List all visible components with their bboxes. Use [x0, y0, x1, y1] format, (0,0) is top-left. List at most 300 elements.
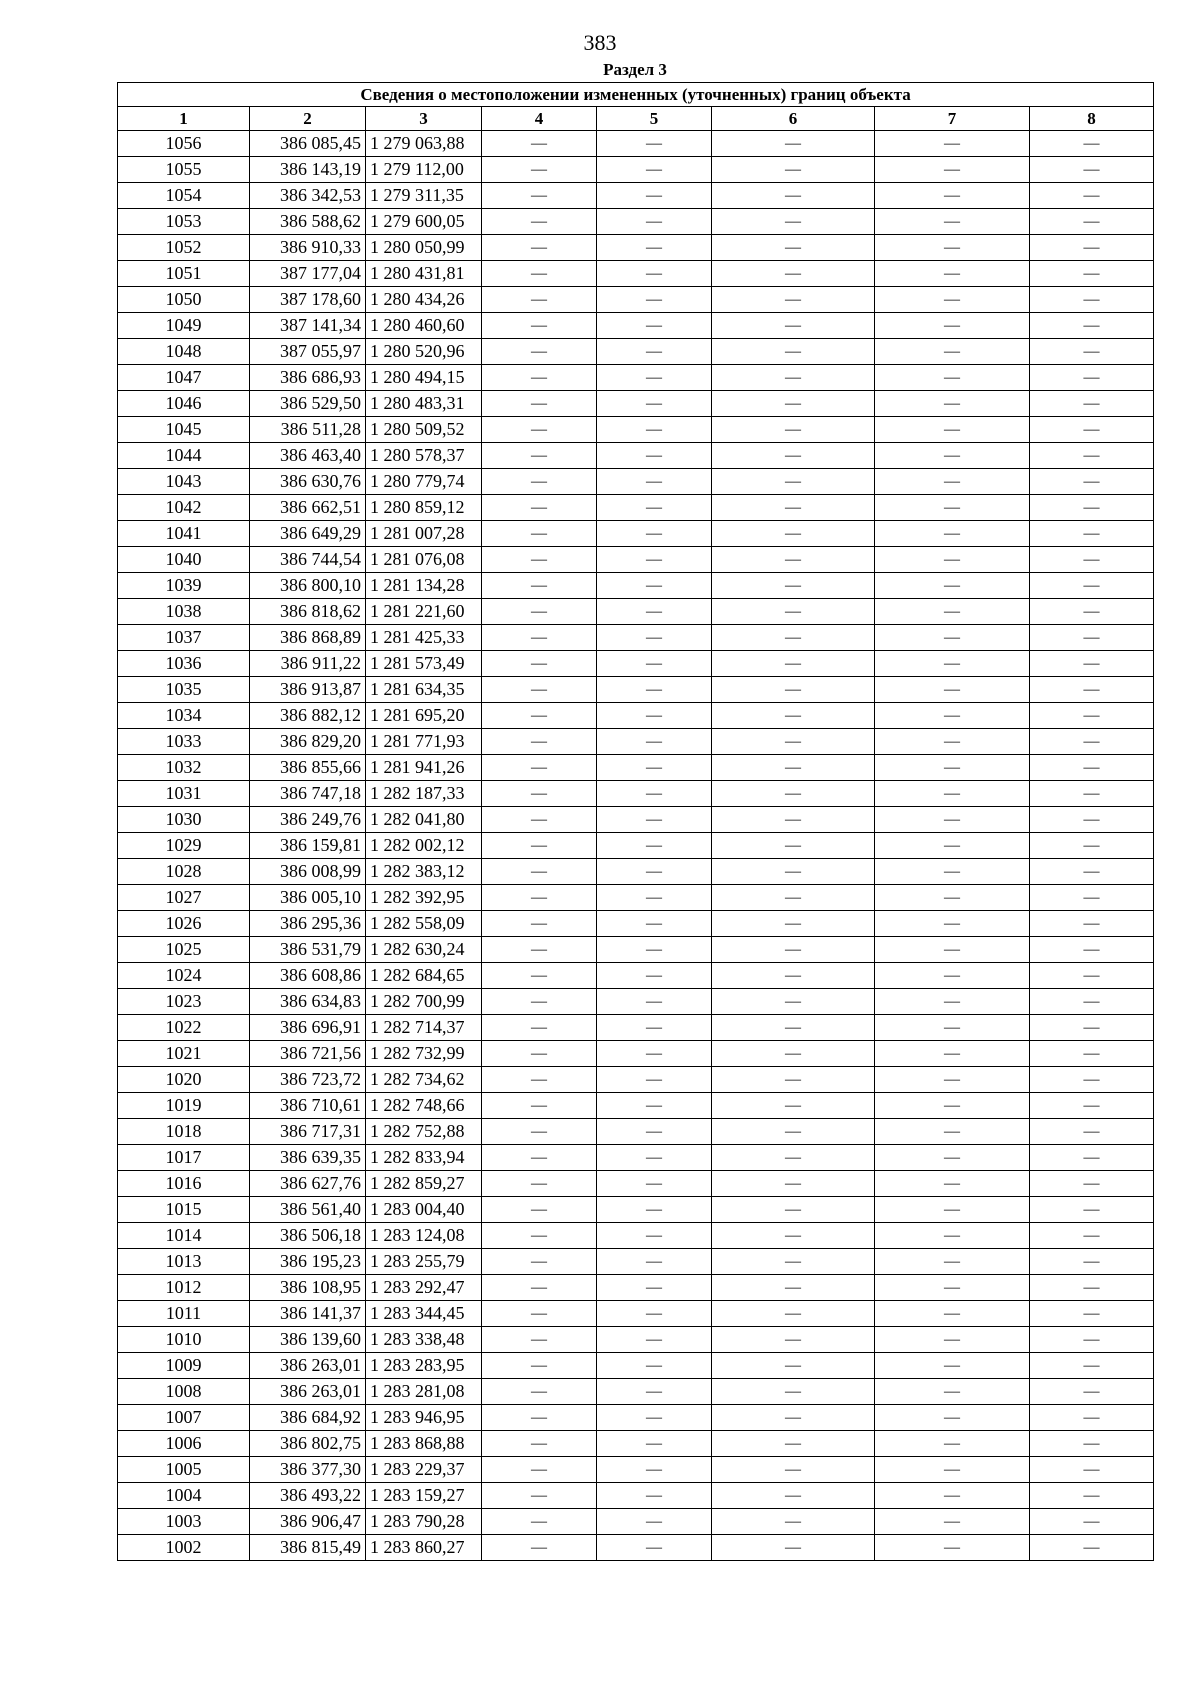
point-number-cell: 1047 [118, 365, 250, 391]
empty-value-cell: — [1030, 521, 1154, 547]
empty-value-cell: — [875, 703, 1030, 729]
empty-value-cell: — [597, 937, 712, 963]
column-header-8: 8 [1030, 107, 1154, 131]
empty-value-cell: — [597, 755, 712, 781]
y-coordinate-cell: 1 282 383,12 [366, 859, 482, 885]
empty-value-cell: — [597, 963, 712, 989]
column-header-7: 7 [875, 107, 1030, 131]
x-coordinate-cell: 386 913,87 [250, 677, 366, 703]
table-row [118, 1457, 1154, 1483]
point-number-cell: 1018 [118, 1119, 250, 1145]
empty-value-cell: — [875, 131, 1030, 157]
empty-value-cell: — [597, 625, 712, 651]
empty-value-cell: — [712, 469, 875, 495]
empty-value-cell: — [875, 235, 1030, 261]
empty-value-cell: — [482, 521, 597, 547]
empty-value-cell: — [712, 989, 875, 1015]
empty-value-cell: — [1030, 651, 1154, 677]
table-row [118, 625, 1154, 651]
table-row [118, 1067, 1154, 1093]
empty-value-cell: — [712, 1197, 875, 1223]
empty-value-cell: — [712, 599, 875, 625]
x-coordinate-cell: 386 143,19 [250, 157, 366, 183]
x-coordinate-cell: 386 684,92 [250, 1405, 366, 1431]
y-coordinate-cell: 1 281 221,60 [366, 599, 482, 625]
empty-value-cell: — [1030, 469, 1154, 495]
empty-value-cell: — [712, 885, 875, 911]
empty-value-cell: — [482, 365, 597, 391]
empty-value-cell: — [597, 469, 712, 495]
point-number-cell: 1039 [118, 573, 250, 599]
y-coordinate-cell: 1 281 695,20 [366, 703, 482, 729]
empty-value-cell: — [482, 313, 597, 339]
empty-value-cell: — [712, 261, 875, 287]
empty-value-cell: — [482, 729, 597, 755]
empty-value-cell: — [1030, 885, 1154, 911]
empty-value-cell: — [712, 209, 875, 235]
empty-value-cell: — [1030, 1067, 1154, 1093]
empty-value-cell: — [712, 1483, 875, 1509]
point-number-cell: 1008 [118, 1379, 250, 1405]
point-number-cell: 1032 [118, 755, 250, 781]
y-coordinate-cell: 1 283 344,45 [366, 1301, 482, 1327]
empty-value-cell: — [482, 651, 597, 677]
x-coordinate-cell: 386 249,76 [250, 807, 366, 833]
empty-value-cell: — [482, 625, 597, 651]
y-coordinate-cell: 1 282 187,33 [366, 781, 482, 807]
table-row [118, 1249, 1154, 1275]
empty-value-cell: — [875, 1249, 1030, 1275]
empty-value-cell: — [875, 1327, 1030, 1353]
empty-value-cell: — [712, 521, 875, 547]
table-row [118, 963, 1154, 989]
y-coordinate-cell: 1 281 573,49 [366, 651, 482, 677]
x-coordinate-cell: 386 588,62 [250, 209, 366, 235]
point-number-cell: 1012 [118, 1275, 250, 1301]
table-row [118, 1015, 1154, 1041]
table-row [118, 1483, 1154, 1509]
empty-value-cell: — [482, 1301, 597, 1327]
x-coordinate-cell: 386 868,89 [250, 625, 366, 651]
table-row [118, 703, 1154, 729]
point-number-cell: 1037 [118, 625, 250, 651]
empty-value-cell: — [712, 625, 875, 651]
empty-value-cell: — [875, 287, 1030, 313]
empty-value-cell: — [482, 833, 597, 859]
x-coordinate-cell: 386 141,37 [250, 1301, 366, 1327]
empty-value-cell: — [1030, 1119, 1154, 1145]
empty-value-cell: — [597, 1197, 712, 1223]
empty-value-cell: — [1030, 1431, 1154, 1457]
column-header-4: 4 [482, 107, 597, 131]
empty-value-cell: — [597, 599, 712, 625]
table-row [118, 1327, 1154, 1353]
point-number-cell: 1041 [118, 521, 250, 547]
y-coordinate-cell: 1 283 004,40 [366, 1197, 482, 1223]
empty-value-cell: — [712, 1119, 875, 1145]
empty-value-cell: — [1030, 209, 1154, 235]
table-row [118, 261, 1154, 287]
x-coordinate-cell: 386 911,22 [250, 651, 366, 677]
empty-value-cell: — [1030, 1041, 1154, 1067]
empty-value-cell: — [712, 1509, 875, 1535]
empty-value-cell: — [482, 1015, 597, 1041]
empty-value-cell: — [875, 1535, 1030, 1561]
empty-value-cell: — [597, 1431, 712, 1457]
table-row [118, 365, 1154, 391]
point-number-cell: 1030 [118, 807, 250, 833]
empty-value-cell: — [482, 859, 597, 885]
empty-value-cell: — [482, 1197, 597, 1223]
empty-value-cell: — [1030, 677, 1154, 703]
empty-value-cell: — [1030, 261, 1154, 287]
point-number-cell: 1020 [118, 1067, 250, 1093]
point-number-cell: 1010 [118, 1327, 250, 1353]
x-coordinate-cell: 386 377,30 [250, 1457, 366, 1483]
empty-value-cell: — [597, 1483, 712, 1509]
page-number: 383 [583, 30, 617, 55]
point-number-cell: 1048 [118, 339, 250, 365]
empty-value-cell: — [1030, 911, 1154, 937]
empty-value-cell: — [1030, 1223, 1154, 1249]
empty-value-cell: — [482, 547, 597, 573]
empty-value-cell: — [875, 1405, 1030, 1431]
x-coordinate-cell: 386 723,72 [250, 1067, 366, 1093]
point-number-cell: 1007 [118, 1405, 250, 1431]
table-row [118, 1431, 1154, 1457]
empty-value-cell: — [597, 1327, 712, 1353]
x-coordinate-cell: 386 662,51 [250, 495, 366, 521]
empty-value-cell: — [712, 833, 875, 859]
point-number-cell: 1023 [118, 989, 250, 1015]
table-caption-row [118, 83, 1154, 107]
empty-value-cell: — [1030, 625, 1154, 651]
x-coordinate-cell: 386 463,40 [250, 443, 366, 469]
empty-value-cell: — [1030, 859, 1154, 885]
point-number-cell: 1005 [118, 1457, 250, 1483]
empty-value-cell: — [597, 365, 712, 391]
table-row [118, 859, 1154, 885]
y-coordinate-cell: 1 282 700,99 [366, 989, 482, 1015]
x-coordinate-cell: 386 627,76 [250, 1171, 366, 1197]
point-number-cell: 1028 [118, 859, 250, 885]
empty-value-cell: — [597, 1015, 712, 1041]
empty-value-cell: — [597, 417, 712, 443]
empty-value-cell: — [597, 1145, 712, 1171]
x-coordinate-cell: 387 177,04 [250, 261, 366, 287]
point-number-cell: 1050 [118, 287, 250, 313]
point-number-cell: 1027 [118, 885, 250, 911]
point-number-cell: 1013 [118, 1249, 250, 1275]
empty-value-cell: — [597, 391, 712, 417]
empty-value-cell: — [1030, 313, 1154, 339]
empty-value-cell: — [597, 521, 712, 547]
point-number-cell: 1015 [118, 1197, 250, 1223]
empty-value-cell: — [597, 573, 712, 599]
table-row [118, 443, 1154, 469]
empty-value-cell: — [1030, 183, 1154, 209]
x-coordinate-cell: 386 342,53 [250, 183, 366, 209]
empty-value-cell: — [712, 651, 875, 677]
y-coordinate-cell: 1 280 859,12 [366, 495, 482, 521]
empty-value-cell: — [712, 287, 875, 313]
x-coordinate-cell: 386 608,86 [250, 963, 366, 989]
empty-value-cell: — [1030, 599, 1154, 625]
empty-value-cell: — [597, 781, 712, 807]
empty-value-cell: — [712, 1301, 875, 1327]
point-number-cell: 1033 [118, 729, 250, 755]
table-row [118, 573, 1154, 599]
table-row [118, 1509, 1154, 1535]
empty-value-cell: — [1030, 157, 1154, 183]
table-row [118, 807, 1154, 833]
coordinates-table [117, 82, 1154, 1561]
empty-value-cell: — [875, 521, 1030, 547]
table-row [118, 781, 1154, 807]
point-number-cell: 1031 [118, 781, 250, 807]
empty-value-cell: — [712, 1405, 875, 1431]
point-number-cell: 1043 [118, 469, 250, 495]
point-number-cell: 1003 [118, 1509, 250, 1535]
y-coordinate-cell: 1 282 833,94 [366, 1145, 482, 1171]
empty-value-cell: — [875, 1301, 1030, 1327]
y-coordinate-cell: 1 280 578,37 [366, 443, 482, 469]
empty-value-cell: — [482, 157, 597, 183]
y-coordinate-cell: 1 281 634,35 [366, 677, 482, 703]
y-coordinate-cell: 1 280 494,15 [366, 365, 482, 391]
empty-value-cell: — [712, 547, 875, 573]
point-number-cell: 1053 [118, 209, 250, 235]
empty-value-cell: — [482, 1067, 597, 1093]
table-row [118, 651, 1154, 677]
section-title: Раздел 3 [603, 60, 667, 79]
point-number-cell: 1035 [118, 677, 250, 703]
empty-value-cell: — [1030, 781, 1154, 807]
column-header-6: 6 [712, 107, 875, 131]
empty-value-cell: — [1030, 443, 1154, 469]
empty-value-cell: — [712, 365, 875, 391]
empty-value-cell: — [875, 1067, 1030, 1093]
empty-value-cell: — [875, 625, 1030, 651]
point-number-cell: 1042 [118, 495, 250, 521]
empty-value-cell: — [482, 1535, 597, 1561]
x-coordinate-cell: 386 802,75 [250, 1431, 366, 1457]
empty-value-cell: — [712, 131, 875, 157]
empty-value-cell: — [712, 807, 875, 833]
empty-value-cell: — [482, 261, 597, 287]
empty-value-cell: — [875, 1093, 1030, 1119]
empty-value-cell: — [875, 209, 1030, 235]
empty-value-cell: — [875, 1171, 1030, 1197]
y-coordinate-cell: 1 283 283,95 [366, 1353, 482, 1379]
table-row [118, 183, 1154, 209]
empty-value-cell: — [1030, 495, 1154, 521]
point-number-cell: 1052 [118, 235, 250, 261]
empty-value-cell: — [712, 183, 875, 209]
empty-value-cell: — [875, 885, 1030, 911]
empty-value-cell: — [875, 781, 1030, 807]
empty-value-cell: — [875, 651, 1030, 677]
table-row [118, 1535, 1154, 1561]
table-row [118, 131, 1154, 157]
y-coordinate-cell: 1 283 790,28 [366, 1509, 482, 1535]
column-header-row [118, 107, 1154, 131]
x-coordinate-cell: 387 141,34 [250, 313, 366, 339]
point-number-cell: 1038 [118, 599, 250, 625]
empty-value-cell: — [875, 469, 1030, 495]
empty-value-cell: — [482, 1483, 597, 1509]
empty-value-cell: — [1030, 1405, 1154, 1431]
empty-value-cell: — [482, 183, 597, 209]
empty-value-cell: — [712, 417, 875, 443]
empty-value-cell: — [1030, 729, 1154, 755]
point-number-cell: 1022 [118, 1015, 250, 1041]
empty-value-cell: — [875, 859, 1030, 885]
empty-value-cell: — [712, 391, 875, 417]
empty-value-cell: — [482, 1093, 597, 1119]
table-row [118, 287, 1154, 313]
table-row [118, 989, 1154, 1015]
empty-value-cell: — [875, 807, 1030, 833]
empty-value-cell: — [1030, 131, 1154, 157]
empty-value-cell: — [597, 339, 712, 365]
empty-value-cell: — [482, 495, 597, 521]
x-coordinate-cell: 386 295,36 [250, 911, 366, 937]
point-number-cell: 1046 [118, 391, 250, 417]
empty-value-cell: — [875, 729, 1030, 755]
empty-value-cell: — [875, 1145, 1030, 1171]
empty-value-cell: — [875, 443, 1030, 469]
empty-value-cell: — [597, 911, 712, 937]
point-number-cell: 1056 [118, 131, 250, 157]
y-coordinate-cell: 1 280 509,52 [366, 417, 482, 443]
x-coordinate-cell: 386 008,99 [250, 859, 366, 885]
empty-value-cell: — [712, 677, 875, 703]
empty-value-cell: — [597, 1353, 712, 1379]
table-row [118, 157, 1154, 183]
empty-value-cell: — [875, 495, 1030, 521]
empty-value-cell: — [482, 1405, 597, 1431]
x-coordinate-cell: 386 493,22 [250, 1483, 366, 1509]
empty-value-cell: — [597, 1249, 712, 1275]
empty-value-cell: — [482, 131, 597, 157]
empty-value-cell: — [875, 365, 1030, 391]
table-row [118, 1093, 1154, 1119]
empty-value-cell: — [712, 1067, 875, 1093]
table-row [118, 833, 1154, 859]
empty-value-cell: — [875, 1041, 1030, 1067]
empty-value-cell: — [1030, 1015, 1154, 1041]
empty-value-cell: — [597, 183, 712, 209]
table-row [118, 911, 1154, 937]
empty-value-cell: — [597, 885, 712, 911]
empty-value-cell: — [1030, 1301, 1154, 1327]
table-row [118, 885, 1154, 911]
empty-value-cell: — [712, 1171, 875, 1197]
empty-value-cell: — [482, 703, 597, 729]
x-coordinate-cell: 386 710,61 [250, 1093, 366, 1119]
empty-value-cell: — [597, 1405, 712, 1431]
table-row [118, 677, 1154, 703]
empty-value-cell: — [875, 547, 1030, 573]
empty-value-cell: — [1030, 573, 1154, 599]
column-header-5: 5 [597, 107, 712, 131]
empty-value-cell: — [1030, 365, 1154, 391]
empty-value-cell: — [1030, 1197, 1154, 1223]
empty-value-cell: — [712, 157, 875, 183]
empty-value-cell: — [597, 1379, 712, 1405]
empty-value-cell: — [1030, 833, 1154, 859]
empty-value-cell: — [482, 755, 597, 781]
y-coordinate-cell: 1 282 734,62 [366, 1067, 482, 1093]
empty-value-cell: — [712, 963, 875, 989]
y-coordinate-cell: 1 279 063,88 [366, 131, 482, 157]
empty-value-cell: — [875, 157, 1030, 183]
empty-value-cell: — [482, 287, 597, 313]
y-coordinate-cell: 1 280 434,26 [366, 287, 482, 313]
empty-value-cell: — [597, 677, 712, 703]
empty-value-cell: — [875, 573, 1030, 599]
empty-value-cell: — [1030, 339, 1154, 365]
empty-value-cell: — [1030, 547, 1154, 573]
empty-value-cell: — [482, 885, 597, 911]
empty-value-cell: — [712, 729, 875, 755]
empty-value-cell: — [712, 235, 875, 261]
empty-value-cell: — [597, 1093, 712, 1119]
x-coordinate-cell: 386 195,23 [250, 1249, 366, 1275]
empty-value-cell: — [875, 963, 1030, 989]
table-row [118, 1405, 1154, 1431]
empty-value-cell: — [1030, 755, 1154, 781]
point-number-cell: 1002 [118, 1535, 250, 1561]
x-coordinate-cell: 386 910,33 [250, 235, 366, 261]
empty-value-cell: — [482, 781, 597, 807]
table-row [118, 1275, 1154, 1301]
empty-value-cell: — [712, 495, 875, 521]
table-row [118, 1379, 1154, 1405]
empty-value-cell: — [875, 1509, 1030, 1535]
empty-value-cell: — [482, 1509, 597, 1535]
point-number-cell: 1044 [118, 443, 250, 469]
empty-value-cell: — [597, 1535, 712, 1561]
empty-value-cell: — [1030, 1145, 1154, 1171]
y-coordinate-cell: 1 283 860,27 [366, 1535, 482, 1561]
empty-value-cell: — [597, 547, 712, 573]
y-coordinate-cell: 1 282 041,80 [366, 807, 482, 833]
empty-value-cell: — [1030, 1093, 1154, 1119]
point-number-cell: 1051 [118, 261, 250, 287]
y-coordinate-cell: 1 281 425,33 [366, 625, 482, 651]
x-coordinate-cell: 386 561,40 [250, 1197, 366, 1223]
empty-value-cell: — [597, 261, 712, 287]
y-coordinate-cell: 1 280 779,74 [366, 469, 482, 495]
empty-value-cell: — [482, 1353, 597, 1379]
empty-value-cell: — [1030, 1327, 1154, 1353]
table-row [118, 391, 1154, 417]
x-coordinate-cell: 387 178,60 [250, 287, 366, 313]
empty-value-cell: — [482, 677, 597, 703]
y-coordinate-cell: 1 283 229,37 [366, 1457, 482, 1483]
point-number-cell: 1021 [118, 1041, 250, 1067]
x-coordinate-cell: 386 630,76 [250, 469, 366, 495]
empty-value-cell: — [712, 859, 875, 885]
point-number-cell: 1019 [118, 1093, 250, 1119]
empty-value-cell: — [482, 235, 597, 261]
empty-value-cell: — [875, 1379, 1030, 1405]
empty-value-cell: — [875, 1353, 1030, 1379]
empty-value-cell: — [1030, 287, 1154, 313]
y-coordinate-cell: 1 282 684,65 [366, 963, 482, 989]
